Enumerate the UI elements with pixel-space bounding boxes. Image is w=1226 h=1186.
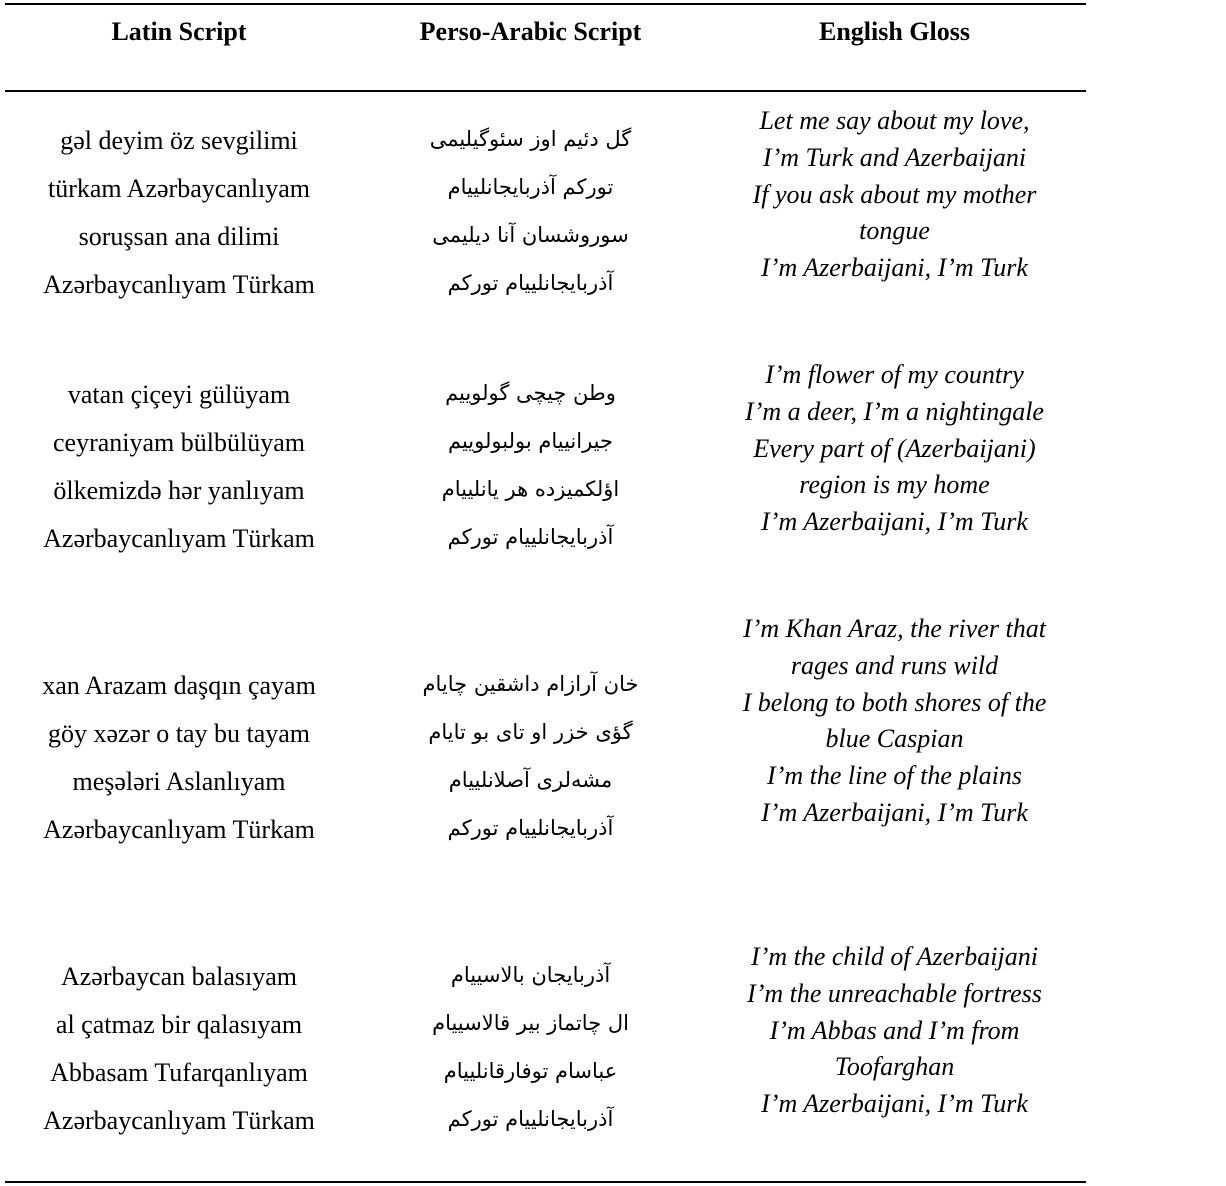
stanza-4-gloss xyxy=(703,939,1086,1123)
arabic-line: وطن چیچی گولوییم xyxy=(445,381,616,405)
gloss-line: I’m flower of my country xyxy=(765,360,1024,389)
latin-line: Abbasam Tufarqanlıyam xyxy=(50,1058,308,1087)
gloss-line: I’m Khan Araz, the river that rages and runs wild xyxy=(743,614,1046,680)
latin-line: Azərbaycanlıyam Türkam xyxy=(43,270,315,299)
arabic-line: آذربایجانلییام تورکم xyxy=(447,816,614,840)
gloss-line: I’m a deer, I’m a nightingale xyxy=(745,396,1044,426)
latin-line: göy xəzər o tay bu tayam xyxy=(47,719,311,748)
arabic-line: گؤی خزر او تای بو تایام xyxy=(428,720,633,744)
latin-line: meşələri Aslanlıyam xyxy=(72,767,286,796)
gloss-line: I’m Azerbaijani, I’m Turk xyxy=(761,507,1028,537)
header-rule xyxy=(5,90,1086,92)
latin-line: soruşsan ana dilimi xyxy=(78,222,280,251)
gloss-line: Let me say about my love, xyxy=(759,106,1030,135)
gloss-line: I’m Azerbaijani, I’m Turk xyxy=(761,797,1028,827)
latin-line: ceyraniyam bülbülüyam xyxy=(53,428,305,457)
gloss-line: If you ask about my mother tongue xyxy=(752,179,1037,246)
stanza-4-arabic xyxy=(358,951,703,1143)
header-perso-arabic-script: Perso-Arabic Script xyxy=(419,17,642,46)
arabic-line: ال چاتماز بیر قالاسییام xyxy=(432,1011,629,1035)
latin-line: türkam Azərbaycanlıyam xyxy=(47,174,311,203)
gloss-line: I’m Turk and Azerbaijani xyxy=(762,142,1027,172)
gloss-line: I’m Abbas and I’m from Toofarghan xyxy=(769,1015,1020,1082)
gloss-line: Every part of (Azerbaijani) region is my home xyxy=(753,433,1036,500)
gloss-line: I’m Azerbaijani, I’m Turk xyxy=(761,1089,1028,1119)
arabic-line: آذربایجان بالاسییام xyxy=(450,963,611,987)
stanza-1-arabic xyxy=(358,115,703,307)
arabic-line: خان آرازام داشقین چایام xyxy=(422,672,639,696)
arabic-line: آذربایجانلییام تورکم xyxy=(447,1107,614,1131)
latin-line: Azərbaycanlıyam Türkam xyxy=(43,815,315,844)
latin-line: xan Arazam daşqın çayam xyxy=(42,671,316,700)
arabic-line: مشه‌لری آصلانلییام xyxy=(448,768,613,792)
latin-line: ölkemizdə hər yanlıyam xyxy=(53,476,305,505)
stanza-2-arabic xyxy=(358,369,703,561)
header-latin-script: Latin Script xyxy=(111,17,247,46)
arabic-line: گل دئیم اوز سئوگیلیمی xyxy=(429,127,632,151)
arabic-line: آذربایجانلییام تورکم xyxy=(447,525,614,549)
gloss-line: I belong to both shores of the blue Caspian xyxy=(742,687,1047,754)
stanza-2-gloss xyxy=(703,357,1086,541)
arabic-line: آذربایجانلییام تورکم xyxy=(447,271,614,295)
gloss-line: I’m the line of the plains xyxy=(767,761,1022,791)
latin-line: vatan çiçeyi gülüyam xyxy=(67,380,291,409)
latin-line: Azərbaycan balasıyam xyxy=(60,962,298,991)
arabic-line: سوروشسان آنا دیلیمی xyxy=(432,223,629,247)
arabic-line: عباسام توفارقانلییام xyxy=(443,1059,618,1083)
header-english-gloss: English Gloss xyxy=(818,17,970,46)
arabic-line: تورکم آذربایجانلییام xyxy=(447,175,614,199)
latin-line: Azərbaycanlıyam Türkam xyxy=(43,524,315,553)
stanza-3-gloss xyxy=(703,611,1086,832)
latin-line: gəl deyim öz sevgilimi xyxy=(60,126,298,155)
stanza-3-arabic xyxy=(358,660,703,852)
gloss-line: I’m the unreachable fortress xyxy=(747,978,1042,1008)
latin-line: al çatmaz bir qalasıyam xyxy=(55,1010,303,1039)
bottom-rule xyxy=(5,1181,1086,1183)
arabic-line: اؤلکمیزده هر یانلییام xyxy=(441,477,620,501)
stanza-2-latin xyxy=(0,371,358,563)
arabic-line: جیرانییام بولبولوییم xyxy=(447,429,614,453)
gloss-line: I’m the child of Azerbaijani xyxy=(751,942,1038,971)
latin-line: Azərbaycanlıyam Türkam xyxy=(43,1106,315,1135)
stanza-4-latin xyxy=(0,953,358,1145)
top-rule xyxy=(5,3,1086,5)
gloss-line: I’m Azerbaijani, I’m Turk xyxy=(761,253,1028,283)
stanza-3-latin xyxy=(0,662,358,854)
stanza-1-latin xyxy=(0,117,358,309)
stanza-1-gloss xyxy=(703,103,1086,287)
